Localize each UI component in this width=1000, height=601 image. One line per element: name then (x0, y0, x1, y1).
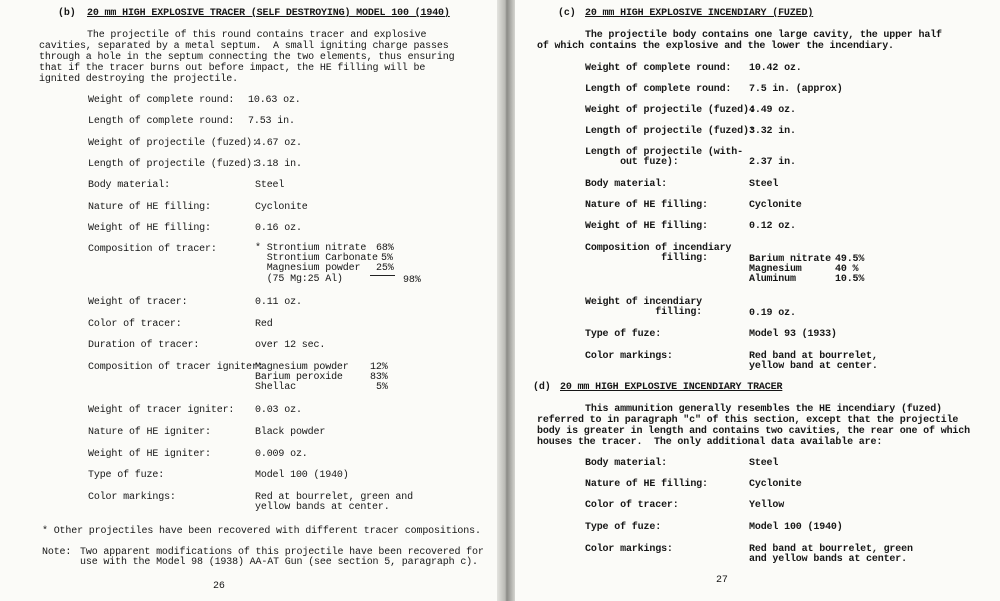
spec-value: Cyclonite (749, 200, 802, 211)
spec-value: 4.49 oz. (749, 105, 796, 116)
intro-line: through a hole in the septum connecting the two elements, thus ensuring (39, 52, 455, 63)
spec-value: yellow bands at center. (255, 502, 390, 513)
intro-d-line: This ammunition generally resembles the HE incendiary (fuzed) (585, 404, 942, 415)
spec-label: Color of tracer: (88, 319, 182, 330)
incendiary-percent: 10.5% (835, 274, 865, 285)
spec-label: Color markings: (585, 351, 673, 362)
left-page (0, 0, 497, 601)
tracer-percent: 25% (376, 263, 394, 274)
spec-value: 0.11 oz. (255, 297, 302, 308)
igniter-percent: 12% (370, 362, 388, 373)
spec-value: Red band at bourrelet, (749, 351, 878, 362)
intro-line: cavities, separated by a metal septum. A small igniting charge passes (39, 41, 449, 52)
section-d-title: 20 mm HIGH EXPLOSIVE INCENDIARY TRACER (560, 382, 783, 393)
section-c-letter: (c) (558, 8, 576, 19)
sum-rule (370, 275, 395, 276)
spec-value: 7.5 in. (approx) (749, 84, 843, 95)
page-number: 26 (213, 581, 225, 592)
spec-value: 0.19 oz. (749, 308, 796, 319)
spec-label: filling: (585, 253, 708, 264)
spec-value: Yellow (749, 500, 785, 511)
spec-value: and yellow bands at center. (749, 554, 907, 565)
igniter-ingredient: Shellac (255, 382, 296, 393)
spec-label: Weight of HE filling: (585, 221, 708, 232)
spec-label: Weight of projectile (fuzed): (88, 138, 258, 149)
spec-label: Color of tracer: (585, 500, 679, 511)
igniter-ingredient: Barium peroxide (255, 372, 343, 383)
spec-label: filling: (585, 307, 703, 318)
footnote: * Other projectiles have been recovered with different tracer compositions. (42, 526, 481, 537)
section-d-letter: (d) (533, 382, 551, 393)
spec-label: Color markings: (585, 544, 673, 555)
spec-value: Model 93 (1933) (749, 329, 837, 340)
intro-d-line: houses the tracer. The only additional data available are: (537, 437, 883, 448)
spec-value: 0.009 oz. (255, 449, 308, 460)
spec-label: Weight of complete round: (88, 95, 235, 106)
igniter-percent: 83% (370, 372, 388, 383)
incendiary-ingredient: Aluminum (749, 274, 796, 285)
spec-label: Weight of incendiary (585, 297, 703, 308)
spec-label: Type of fuze: (585, 329, 662, 340)
incendiary-percent: 49.5% (835, 254, 865, 265)
spec-value: 3.32 in. (749, 126, 796, 137)
spec-value: Steel (749, 179, 779, 190)
spec-label: Weight of tracer: (88, 297, 188, 308)
spec-label: Composition of tracer: (88, 244, 217, 255)
note-line: Two apparent modifications of this projectile have been recovered for (80, 547, 484, 558)
spec-label: Nature of HE filling: (88, 202, 211, 213)
spec-label: Length of complete round: (585, 84, 732, 95)
spec-value: Model 100 (1940) (255, 470, 349, 481)
intro-d-line: referred to in paragraph "c" of this section, except that the projectile (537, 415, 959, 426)
spec-label: Length of complete round: (88, 116, 235, 127)
spec-value: over 12 sec. (255, 340, 326, 351)
igniter-ingredient: Magnesium powder (255, 362, 349, 373)
tracer-percent: 5% (381, 253, 393, 264)
tracer-ingredient: Magnesium powder (255, 263, 361, 274)
spec-value: Cyclonite (749, 479, 802, 490)
section-b-title: 20 mm HIGH EXPLOSIVE TRACER (SELF DESTROYING) MODEL 100 (1940) (87, 8, 450, 19)
spec-value: 0.03 oz. (255, 405, 302, 416)
spec-value: Cyclonite (255, 202, 308, 213)
section-b-letter: (b) (58, 8, 76, 19)
spec-value: Red band at bourrelet, green (749, 544, 913, 555)
spec-value: 10.42 oz. (749, 63, 802, 74)
section-c-title: 20 mm HIGH EXPLOSIVE INCENDIARY (FUZED) (585, 8, 814, 19)
spec-label: out fuze): (585, 157, 679, 168)
intro-line: that if the tracer burns out before impact, the HE filling will be (39, 63, 426, 74)
spec-label: Length of projectile (fuzed): (88, 159, 258, 170)
spec-value: 0.16 oz. (255, 223, 302, 234)
note-line: use with the Model 98 (1938) AA-AT Gun (see section 5, paragraph c). (80, 557, 478, 568)
intro-line: The projectile of this round contains tracer and explosive (87, 30, 427, 41)
spec-label: Composition of incendiary (585, 243, 732, 254)
spec-value: 7.53 in. (248, 116, 295, 127)
spec-value: Black powder (255, 427, 326, 438)
tracer-total: 98% (403, 275, 421, 286)
spec-label: Length of projectile (with- (585, 147, 743, 158)
spec-label: Type of fuze: (88, 470, 165, 481)
tracer-ingredient: * Strontium nitrate (255, 243, 367, 254)
spec-label: Color markings: (88, 492, 176, 503)
intro-d-line: body is greater in length and contains two cavities, the rear one of which (537, 426, 970, 437)
spec-value: 0.12 oz. (749, 221, 796, 232)
spec-label: Duration of tracer: (88, 340, 200, 351)
spec-value: 2.37 in. (749, 157, 796, 168)
page-number: 27 (716, 575, 728, 586)
spec-value: Steel (749, 458, 779, 469)
tracer-percent: 68% (376, 243, 394, 254)
intro-c-line: of which contains the explosive and the lower the incendiary. (537, 41, 894, 52)
spec-label: Body material: (585, 458, 667, 469)
incendiary-ingredient: Barium nitrate (749, 254, 831, 265)
spec-label: Body material: (88, 180, 170, 191)
note-label: Note: (42, 547, 72, 558)
spec-value: 3.18 in. (255, 159, 302, 170)
spec-value: yellow band at center. (749, 361, 878, 372)
spec-label: Type of fuze: (585, 522, 662, 533)
spec-label: Weight of projectile (fuzed): (585, 105, 755, 116)
igniter-percent: 5% (376, 382, 388, 393)
spec-value: Model 100 (1940) (749, 522, 843, 533)
spec-value: Steel (255, 180, 285, 191)
book-gutter (497, 0, 515, 601)
tracer-ingredient: Strontium Carbonate (255, 253, 378, 264)
spec-label: Nature of HE igniter: (88, 427, 211, 438)
spec-label: Body material: (585, 179, 667, 190)
spec-label: Weight of tracer igniter: (88, 405, 235, 416)
incendiary-ingredient: Magnesium (749, 264, 802, 275)
spec-value: 10.63 oz. (248, 95, 301, 106)
spec-label: Length of projectile (fuzed): (585, 126, 755, 137)
spec-label: Nature of HE filling: (585, 200, 708, 211)
spec-value: Red (255, 319, 273, 330)
spec-value: 4.67 oz. (255, 138, 302, 149)
intro-line: ignited destroying the projectile. (39, 74, 238, 85)
spec-label: Weight of HE filling: (88, 223, 211, 234)
incendiary-percent: 40 % (835, 264, 859, 275)
spec-label: Nature of HE filling: (585, 479, 708, 490)
spec-value: Red at bourrelet, green and (255, 492, 413, 503)
right-page (515, 0, 1000, 601)
spec-label: Composition of tracer igniter: (88, 362, 264, 373)
spec-label: Weight of complete round: (585, 63, 732, 74)
intro-c-line: The projectile body contains one large cavity, the upper half (585, 30, 942, 41)
spec-label: Weight of HE igniter: (88, 449, 211, 460)
tracer-ingredient: (75 Mg:25 Al) (255, 274, 343, 285)
